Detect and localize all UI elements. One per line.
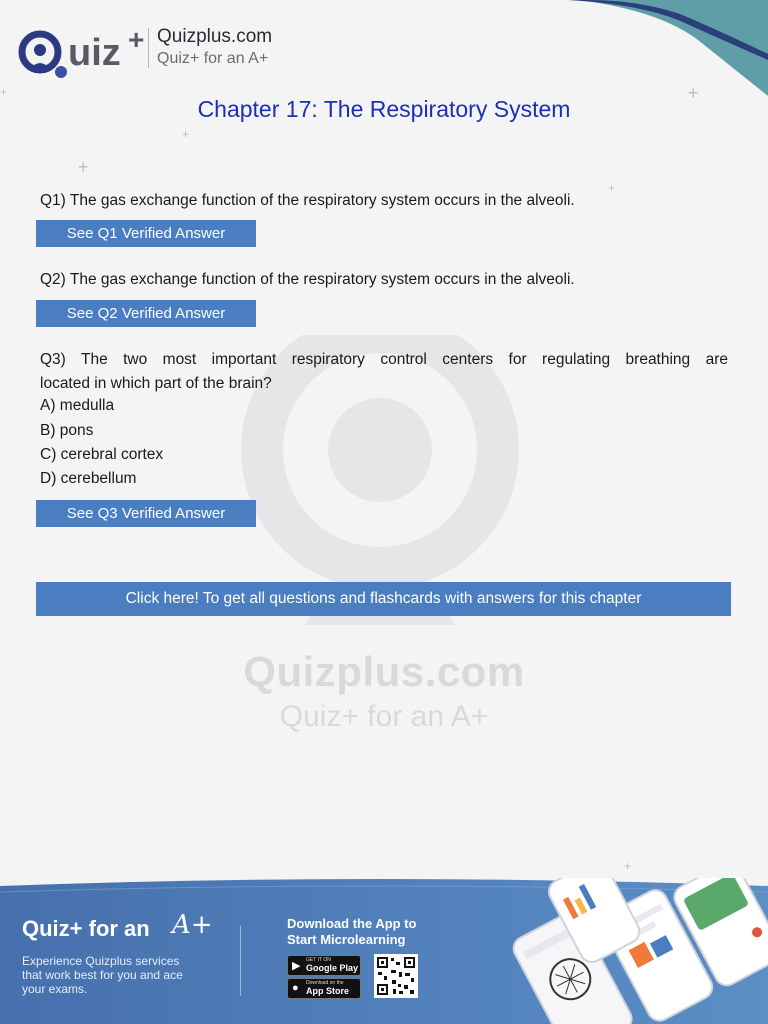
plus-decoration: + — [608, 181, 616, 195]
banner-desc-line-3: your exams. — [22, 982, 88, 996]
question-3-line-2: located in which part of the brain? — [40, 375, 272, 392]
question-3-line-1: Q3) The two most important respiratory control centers for regulating breathing are — [40, 351, 728, 368]
app-store-small: Download on the — [306, 980, 344, 986]
q3-option-c: C) cerebral cortex — [40, 446, 164, 463]
google-play-small: GET IT ON — [306, 957, 331, 963]
google-play-label: Google Play — [306, 963, 359, 973]
qr-code-icon[interactable] — [374, 954, 418, 998]
q2-answer-button[interactable]: See Q2 Verified Answer — [36, 300, 256, 327]
app-store-button[interactable] — [287, 978, 361, 999]
app-phones-illustration — [500, 878, 768, 1024]
google-play-button[interactable] — [287, 955, 361, 976]
q3-option-d: D) cerebellum — [40, 470, 137, 487]
plus-decoration: + — [688, 83, 699, 103]
top-wave-decoration — [568, 0, 768, 96]
site-name: Quizplus.com — [157, 26, 273, 47]
banner-title: Quiz+ for an — [22, 916, 150, 941]
q3-answer-button[interactable]: See Q3 Verified Answer — [36, 500, 256, 527]
plus-decoration: + — [78, 157, 89, 177]
logo-word: uiz — [68, 32, 121, 74]
logo-q-icon — [16, 30, 72, 82]
banner-desc-line-1: Experience Quizplus services — [22, 954, 180, 968]
logo-divider — [148, 28, 149, 68]
app-promo-banner[interactable] — [0, 878, 768, 1024]
download-line-2: Start Microlearning — [287, 932, 406, 947]
plus-decoration: + — [624, 859, 632, 873]
plus-decoration: + — [182, 127, 190, 141]
apple-icon: ● — [292, 982, 299, 994]
q1-answer-button[interactable]: See Q1 Verified Answer — [36, 220, 256, 247]
question-2-text: Q2) The gas exchange function of the respiratory system occurs in the alveoli. — [40, 271, 575, 288]
app-store-label: App Store — [306, 986, 350, 996]
site-tagline: Quiz+ for an A+ — [157, 50, 269, 67]
question-1-text: Q1) The gas exchange function of the respiratory system occurs in the alveoli. — [40, 192, 575, 209]
watermark-title: Quizplus.com — [243, 648, 525, 695]
q3-option-b: B) pons — [40, 422, 94, 439]
banner-aplus: A+ — [172, 910, 213, 940]
download-line-1: Download the App to — [287, 916, 417, 931]
chapter-title: Chapter 17: The Respiratory System — [197, 96, 571, 122]
watermark-subtitle: Quiz+ for an A+ — [279, 700, 489, 733]
q3-option-a: A) medulla — [40, 397, 115, 414]
question-3-text — [40, 348, 728, 396]
all-questions-cta-button[interactable]: Click here! To get all questions and flashcards with answers for this chapter — [36, 582, 731, 616]
banner-divider — [240, 926, 241, 996]
logo-plus: + — [128, 24, 145, 55]
google-play-icon: ▶ — [292, 960, 301, 972]
plus-decoration: + — [0, 85, 8, 99]
banner-desc-line-2: that work best for you and ace — [22, 968, 183, 982]
